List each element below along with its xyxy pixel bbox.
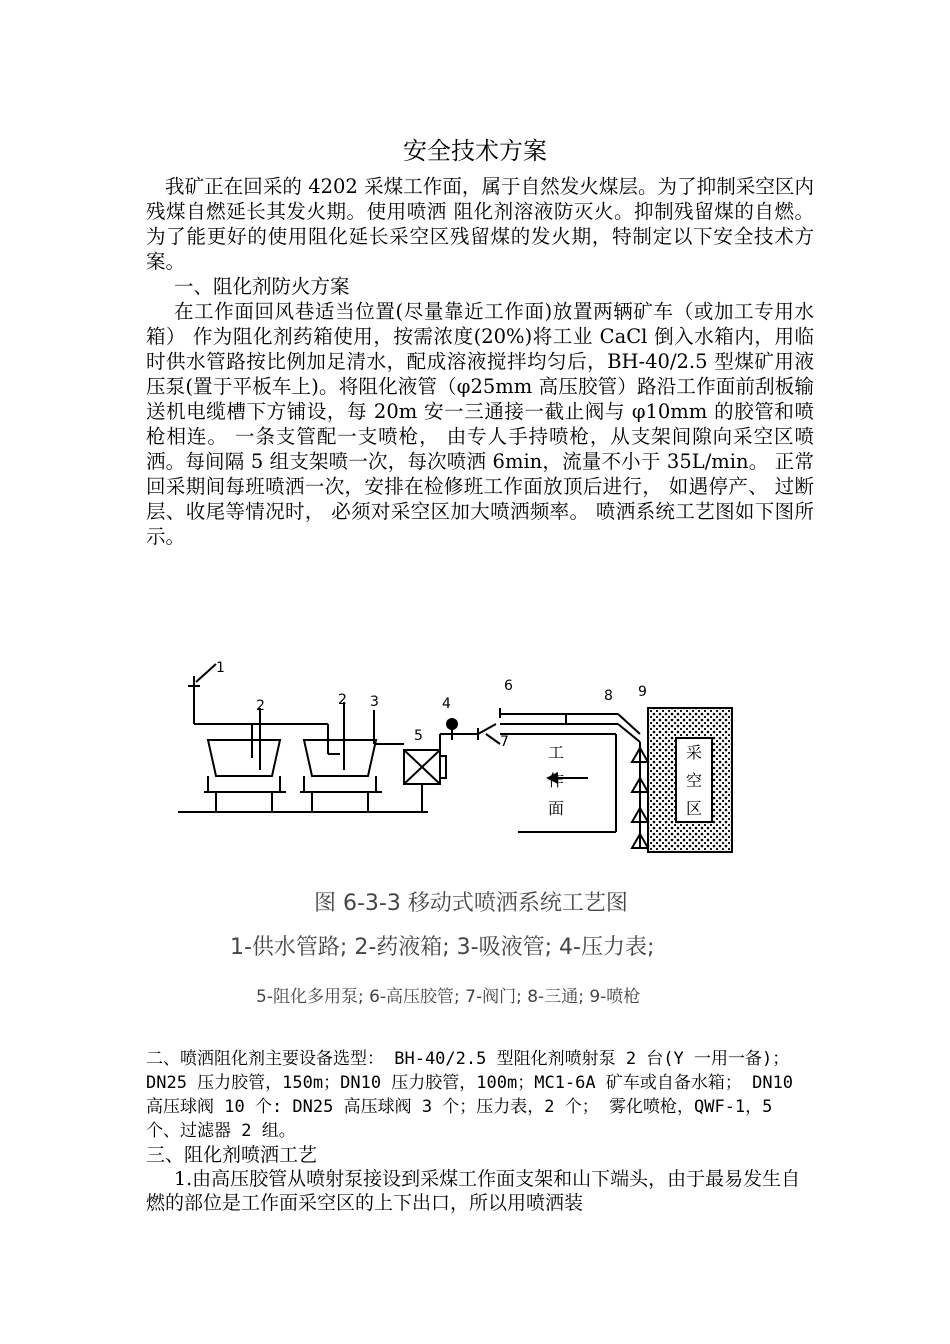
- intro-paragraph: 我矿正在回采的 4202 采煤工作面，属于自然发火煤层。为了抑制采空区内残煤自燃延长其发火期。使用喷洒 阻化剂溶液防灭火。抑制残留煤的自燃。为了能更好的使用阻化延长采空区残留煤的发火期，特制定以下安全技术方案。: [146, 175, 814, 273]
- page-title: 安全技术方案: [403, 137, 547, 165]
- section2-paragraph: 二、喷洒阻化剂主要设备选型： BH-40/2.5 型阻化剂喷射泵 2 台(Y 一用一备)； DN25 压力胶管，150m；DN10 压力胶管，100m；MC1-6A 矿车或自备水箱； DN10 高压球阀 10 个: DN25 高压球阀 3 个；压力表，2 个； 雾化喷枪，QWF-1，5 个、过滤器 2 组。: [146, 1049, 794, 1141]
- label-4: 4: [442, 696, 451, 712]
- face-label-2: 作: [547, 771, 565, 790]
- section1-heading: 一、阻化剂防火方案: [174, 275, 350, 298]
- section3-paragraph: 1.由高压胶管从喷射泵接设到采煤工作面支架和山下端头，由于最易发生自燃的部位是工作面采空区的上下出口，所以用喷洒装: [146, 1168, 801, 1214]
- label-9: 9: [638, 684, 647, 700]
- label-2b: 2: [338, 692, 347, 708]
- body-upper: [146, 174, 814, 549]
- label-7: 7: [500, 734, 509, 750]
- face-label-1: 工: [547, 743, 565, 762]
- label-8: 8: [604, 688, 613, 704]
- section3-heading: 三、阻化剂喷洒工艺: [146, 1144, 318, 1166]
- label-5: 5: [414, 728, 423, 744]
- figure-caption-title: 图 6-3-3 移动式喷洒系统工艺图: [314, 891, 628, 916]
- goaf-label-1: 采: [685, 743, 703, 762]
- body-lower: [146, 1047, 814, 1215]
- goaf-label-2: 空: [685, 771, 703, 790]
- figure-caption-line1: 1-供水管路; 2-药液箱; 3-吸液管; 4-压力表;: [230, 935, 655, 960]
- face-label-3: 面: [547, 799, 565, 818]
- label-1: 1: [216, 660, 225, 676]
- process-figure: [178, 652, 778, 1024]
- figure-caption-line2: 5-阻化多用泵; 6-高压胶管; 7-阀门; 8-三通; 9-喷枪: [256, 987, 641, 1007]
- spray-system-diagram: [178, 652, 778, 1024]
- goaf-label-3: 区: [685, 799, 703, 818]
- label-6: 6: [504, 678, 513, 694]
- label-2a: 2: [256, 698, 265, 714]
- label-3: 3: [370, 694, 379, 710]
- section1-paragraph: 在工作面回风巷适当位置(尽量靠近工作面)放置两辆矿车（或加工专用水箱） 作为阻化剂药箱使用，按需浓度(20%)将工业 CaCl 倒入水箱内，用临时供水管路按比例加足清水，配成溶液搅拌均匀后，BH-40/2.5 型煤矿用液压泵(置于平板车上)。将阻化液管（φ25mm 高压胶管）路沿工作面前刮板输送机电缆槽下方铺设，每 20m 安一三通接一截止阀与 φ10mm 的胶管和喷枪相连。 一条支管配一支喷枪， 由专人手持喷枪，从支架间隙向采空区喷洒。每间隔 5 组支架喷一次，每次喷洒 6min，流量不小于 35L/min。 正常回采期间每班喷洒一次，安排在检修班工作面放顶后进行， 如遇停产、 过断层、收尾等情况时， 必须对采空区加大喷洒频率。 喷洒系统工艺图如下图所示。: [146, 300, 814, 548]
